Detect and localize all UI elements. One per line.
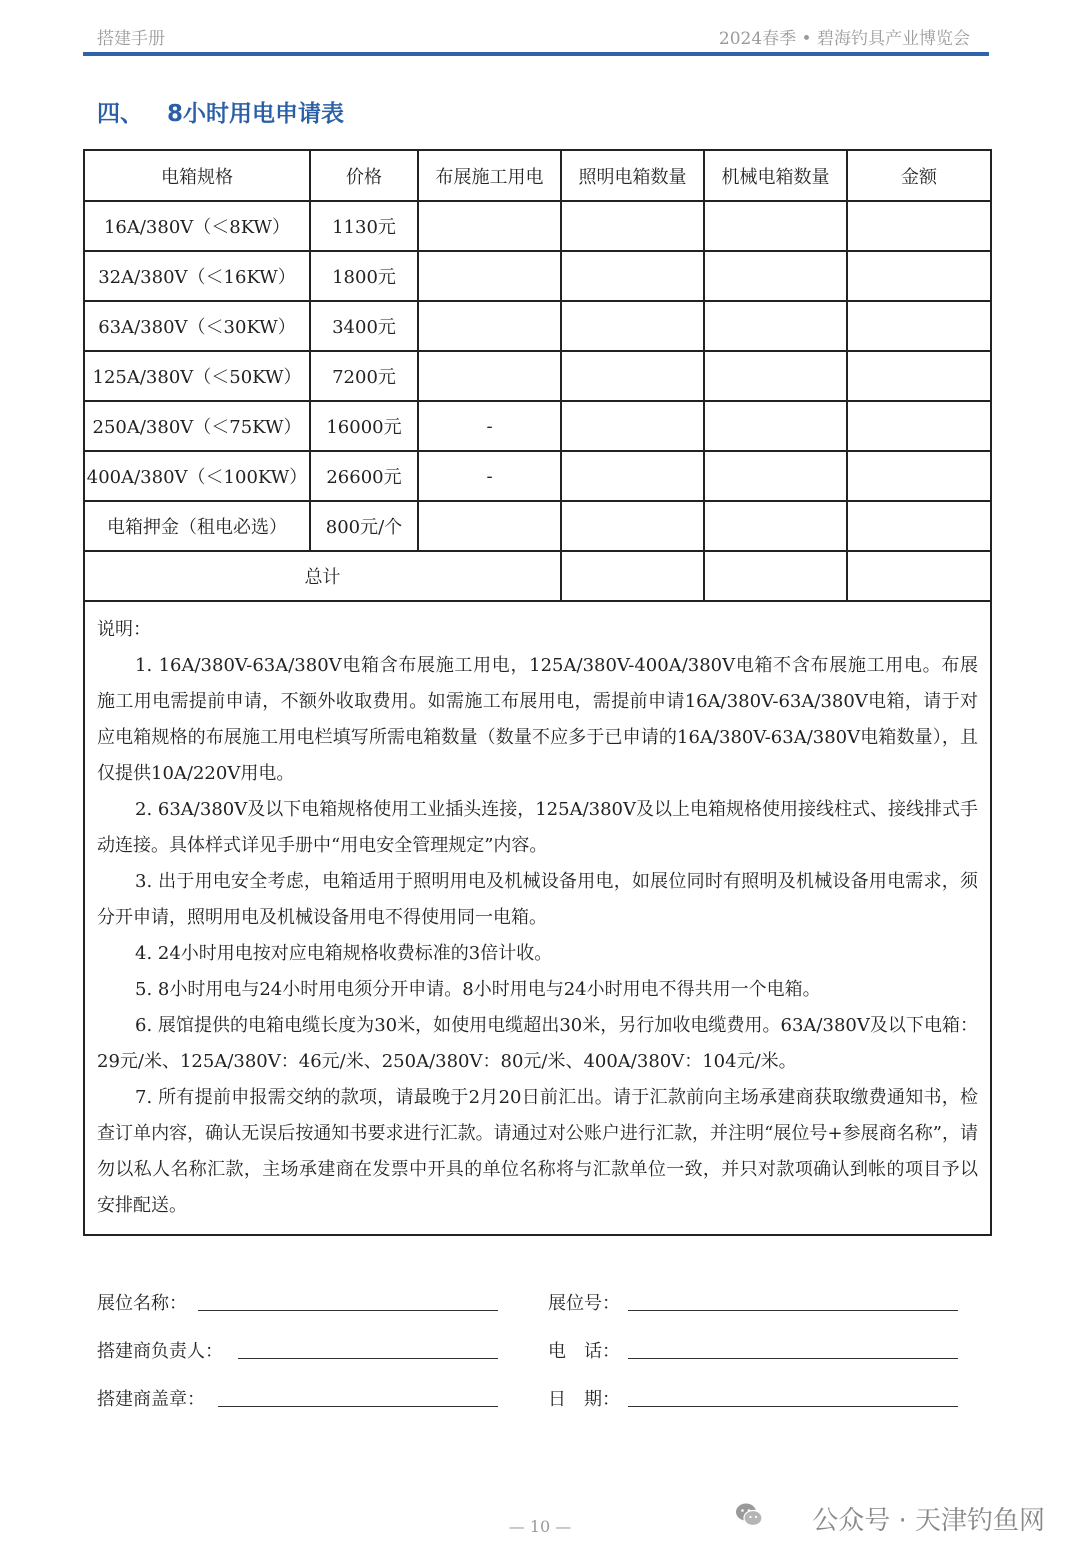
price-cell: 800元/个 — [310, 501, 418, 551]
price-cell: 1130元 — [310, 201, 418, 251]
section-title-text: 8小时用电申请表 — [167, 101, 345, 127]
machine-qty-cell[interactable] — [704, 301, 847, 351]
lighting-qty-cell[interactable] — [561, 301, 704, 351]
table-row — [84, 451, 991, 501]
contractor-seal-label: 搭建商盖章： — [97, 1389, 205, 1410]
notes-heading: 说明： — [97, 619, 151, 640]
amount-cell[interactable] — [847, 201, 991, 251]
booth-name-field[interactable] — [198, 1310, 498, 1311]
table-row — [84, 201, 991, 251]
booth-no-label: 展位号： — [548, 1293, 620, 1314]
amount-cell[interactable] — [847, 401, 991, 451]
spec-cell: 63A/380V（＜30KW） — [84, 301, 310, 351]
notes-block — [84, 601, 991, 1235]
table-row — [84, 501, 991, 551]
price-cell: 7200元 — [310, 351, 418, 401]
column-header: 金额 — [847, 150, 991, 201]
section-number: 四、 — [97, 101, 143, 127]
column-header: 布展施工用电 — [418, 150, 561, 201]
table-row — [84, 251, 991, 301]
notes-row — [84, 601, 991, 1235]
watermark-text: 公众号 · 天津钓鱼网 — [812, 1506, 1045, 1536]
note-item: 2. 63A/380V及以下电箱规格使用工业插头连接，125A/380V及以上电箱规格使用接线柱式、接线排式手动连接。具体样式详见手册中“用电安全管理规定”内容。 — [97, 799, 978, 856]
machine-qty-cell[interactable] — [704, 501, 847, 551]
price-cell: 26600元 — [310, 451, 418, 501]
column-header: 价格 — [310, 150, 418, 201]
amount-cell[interactable] — [847, 351, 991, 401]
construction-qty-cell[interactable] — [418, 251, 561, 301]
spec-cell: 125A/380V（＜50KW） — [84, 351, 310, 401]
contractor-head-label: 搭建商负责人： — [97, 1341, 223, 1362]
column-header: 照明电箱数量 — [561, 150, 704, 201]
machine-qty-cell[interactable] — [704, 251, 847, 301]
contractor-head-field[interactable] — [238, 1358, 498, 1359]
amount-cell[interactable] — [847, 451, 991, 501]
lighting-qty-cell[interactable] — [561, 251, 704, 301]
machine-qty-cell[interactable] — [704, 201, 847, 251]
lighting-qty-cell[interactable] — [561, 451, 704, 501]
phone-label: 电 话： — [548, 1341, 620, 1362]
total-lighting-cell[interactable] — [561, 551, 704, 601]
power-application-table — [83, 149, 992, 1236]
note-item: 1. 16A/380V-63A/380V电箱含布展施工用电，125A/380V-400A/380V电箱不含布展施工用电。布展施工用电需提前申请，不额外收取费用。如需施工布展用电，需提前申请16A/380V-63A/380V电箱，请于对应电箱规格的布展施工用电栏填写所需电箱数量（数量不应多于已申请的16A/380V-63A/380V电箱数量），且仅提供10A/220V用电。 — [97, 655, 978, 784]
note-item: 4. 24小时用电按对应电箱规格收费标准的3倍计收。 — [135, 943, 553, 964]
table-row — [84, 401, 991, 451]
construction-qty-cell[interactable] — [418, 351, 561, 401]
lighting-qty-cell[interactable] — [561, 501, 704, 551]
note-item: 7. 所有提前申报需交纳的款项，请最晚于2月20日前汇出。请于汇款前向主场承建商获取缴费通知书，检查订单内容，确认无误后按通知书要求进行汇款。请通过对公账户进行汇款，并注明“展位号+参展商名称”，请勿以私人名称汇款，主场承建商在发票中开具的单位名称将与汇款单位一致，并只对款项确认到帐的项目予以安排配送。 — [97, 1087, 978, 1216]
price-cell: 1800元 — [310, 251, 418, 301]
date-label: 日 期： — [548, 1389, 620, 1410]
date-field[interactable] — [628, 1406, 958, 1407]
booth-name-label: 展位名称： — [97, 1293, 187, 1314]
contractor-seal-field[interactable] — [218, 1406, 498, 1407]
total-row — [84, 551, 991, 601]
construction-qty-cell[interactable] — [418, 501, 561, 551]
note-item: 6. 展馆提供的电箱电缆长度为30米，如使用电缆超出30米，另行加收电缆费用。63A/380V及以下电箱：29元/米、125A/380V：46元/米、250A/380V：80元/米、400A/380V：104元/米。 — [97, 1015, 978, 1072]
machine-qty-cell[interactable] — [704, 451, 847, 501]
header-divider — [83, 52, 989, 56]
spec-cell: 400A/380V（＜100KW） — [84, 451, 310, 501]
machine-qty-cell[interactable] — [704, 351, 847, 401]
spec-cell: 16A/380V（＜8KW） — [84, 201, 310, 251]
spec-cell: 32A/380V（＜16KW） — [84, 251, 310, 301]
column-header: 机械电箱数量 — [704, 150, 847, 201]
note-item: 3. 出于用电安全考虑，电箱适用于照明用电及机械设备用电，如展位同时有照明及机械设备用电需求，须分开申请，照明用电及机械设备用电不得使用同一电箱。 — [97, 871, 978, 928]
section-title — [97, 95, 344, 128]
construction-qty-cell: - — [418, 401, 561, 451]
amount-cell[interactable] — [847, 501, 991, 551]
price-cell: 16000元 — [310, 401, 418, 451]
column-header: 电箱规格 — [84, 150, 310, 201]
note-item: 5. 8小时用电与24小时用电须分开申请。8小时用电与24小时用电不得共用一个电箱。 — [135, 979, 821, 1000]
spec-cell: 电箱押金（租电必选） — [84, 501, 310, 551]
lighting-qty-cell[interactable] — [561, 401, 704, 451]
booth-no-field[interactable] — [628, 1310, 958, 1311]
construction-qty-cell: - — [418, 451, 561, 501]
total-label: 总计 — [84, 551, 561, 601]
total-amount-cell[interactable] — [847, 551, 991, 601]
construction-qty-cell[interactable] — [418, 301, 561, 351]
header-event-title: 2024春季 • 碧海钓具产业博览会 — [718, 29, 970, 49]
price-cell: 3400元 — [310, 301, 418, 351]
total-machine-cell[interactable] — [704, 551, 847, 601]
machine-qty-cell[interactable] — [704, 401, 847, 451]
amount-cell[interactable] — [847, 301, 991, 351]
lighting-qty-cell[interactable] — [561, 351, 704, 401]
spec-cell: 250A/380V（＜75KW） — [84, 401, 310, 451]
lighting-qty-cell[interactable] — [561, 201, 704, 251]
page-number: — 10 — — [508, 1517, 572, 1536]
amount-cell[interactable] — [847, 251, 991, 301]
table-row — [84, 351, 991, 401]
construction-qty-cell[interactable] — [418, 201, 561, 251]
table-row — [84, 301, 991, 351]
table-header-row — [84, 150, 991, 201]
header-manual-title: 搭建手册 — [97, 29, 165, 49]
wechat-icon — [734, 1500, 764, 1530]
phone-field[interactable] — [628, 1358, 958, 1359]
